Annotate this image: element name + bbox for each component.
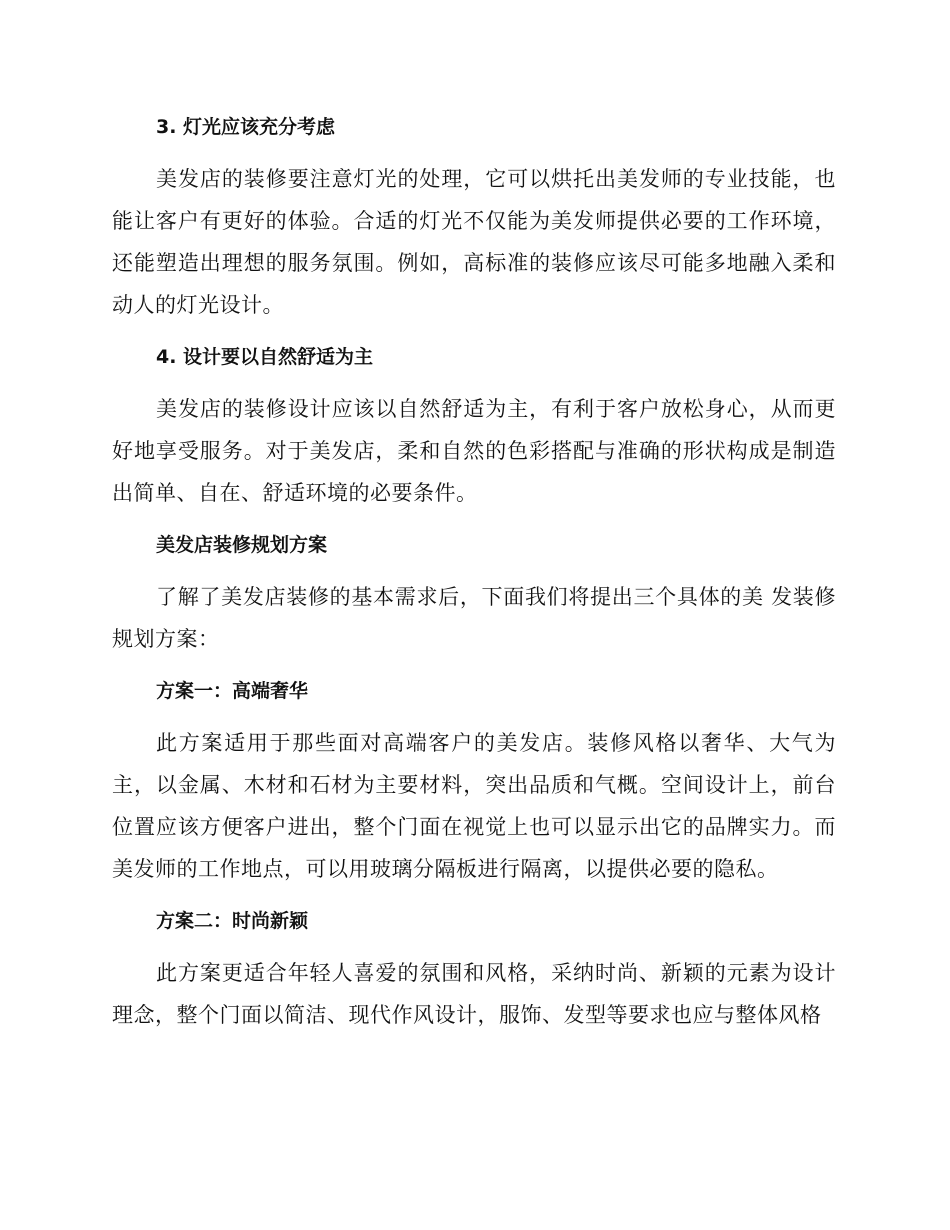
- section-heading-comfort: 4. 设计要以自然舒适为主: [156, 346, 374, 368]
- section-paragraph-plan-two: 此方案更适合年轻人喜爱的氛围和风格，采纳时尚、新颖的元素为设计理念，整个门面以简洁、现代作风设计，服饰、发型等要求也应与整体风格: [112, 961, 836, 1027]
- section-paragraph-plans: 了解了美发店装修的基本需求后，下面我们将提出三个具体的美 发装修规划方案：: [112, 585, 836, 651]
- section-heading-plans: 美发店装修规划方案: [156, 534, 328, 556]
- section-heading-plan-one: 方案一：高端奢华: [156, 680, 309, 702]
- section-heading-plan-two: 方案二：时尚新颖: [156, 910, 309, 932]
- document-body: [112, 110, 836, 1036]
- section-paragraph-plan-one: 此方案适用于那些面对高端客户的美发店。装修风格以奢华、大气为主，以金属、木材和石材为主要材料，突出品质和气概。空间设计上，前台位置应该方便客户进出，整个门面在视觉上也可以显示出它的品牌实力。而美发师的工作地点，可以用玻璃分隔板进行隔离，以提供必要的隐私。: [112, 731, 836, 881]
- section-paragraph-comfort: 美发店的装修设计应该以自然舒适为主，有利于客户放松身心，从而更好地享受服务。对于美发店，柔和自然的色彩搭配与准确的形状构成是制造出简单、自在、舒适环境的必要条件。: [112, 397, 836, 505]
- section-paragraph-lighting: 美发店的装修要注意灯光的处理，它可以烘托出美发师的专业技能，也能让客户有更好的体验。合适的灯光不仅能为美发师提供必要的工作环境，还能塑造出理想的服务氛围。例如，高标准的装修应该尽可能多地融入柔和动人的灯光设计。: [112, 167, 836, 317]
- section-heading-lighting: 3. 灯光应该充分考虑: [156, 116, 336, 138]
